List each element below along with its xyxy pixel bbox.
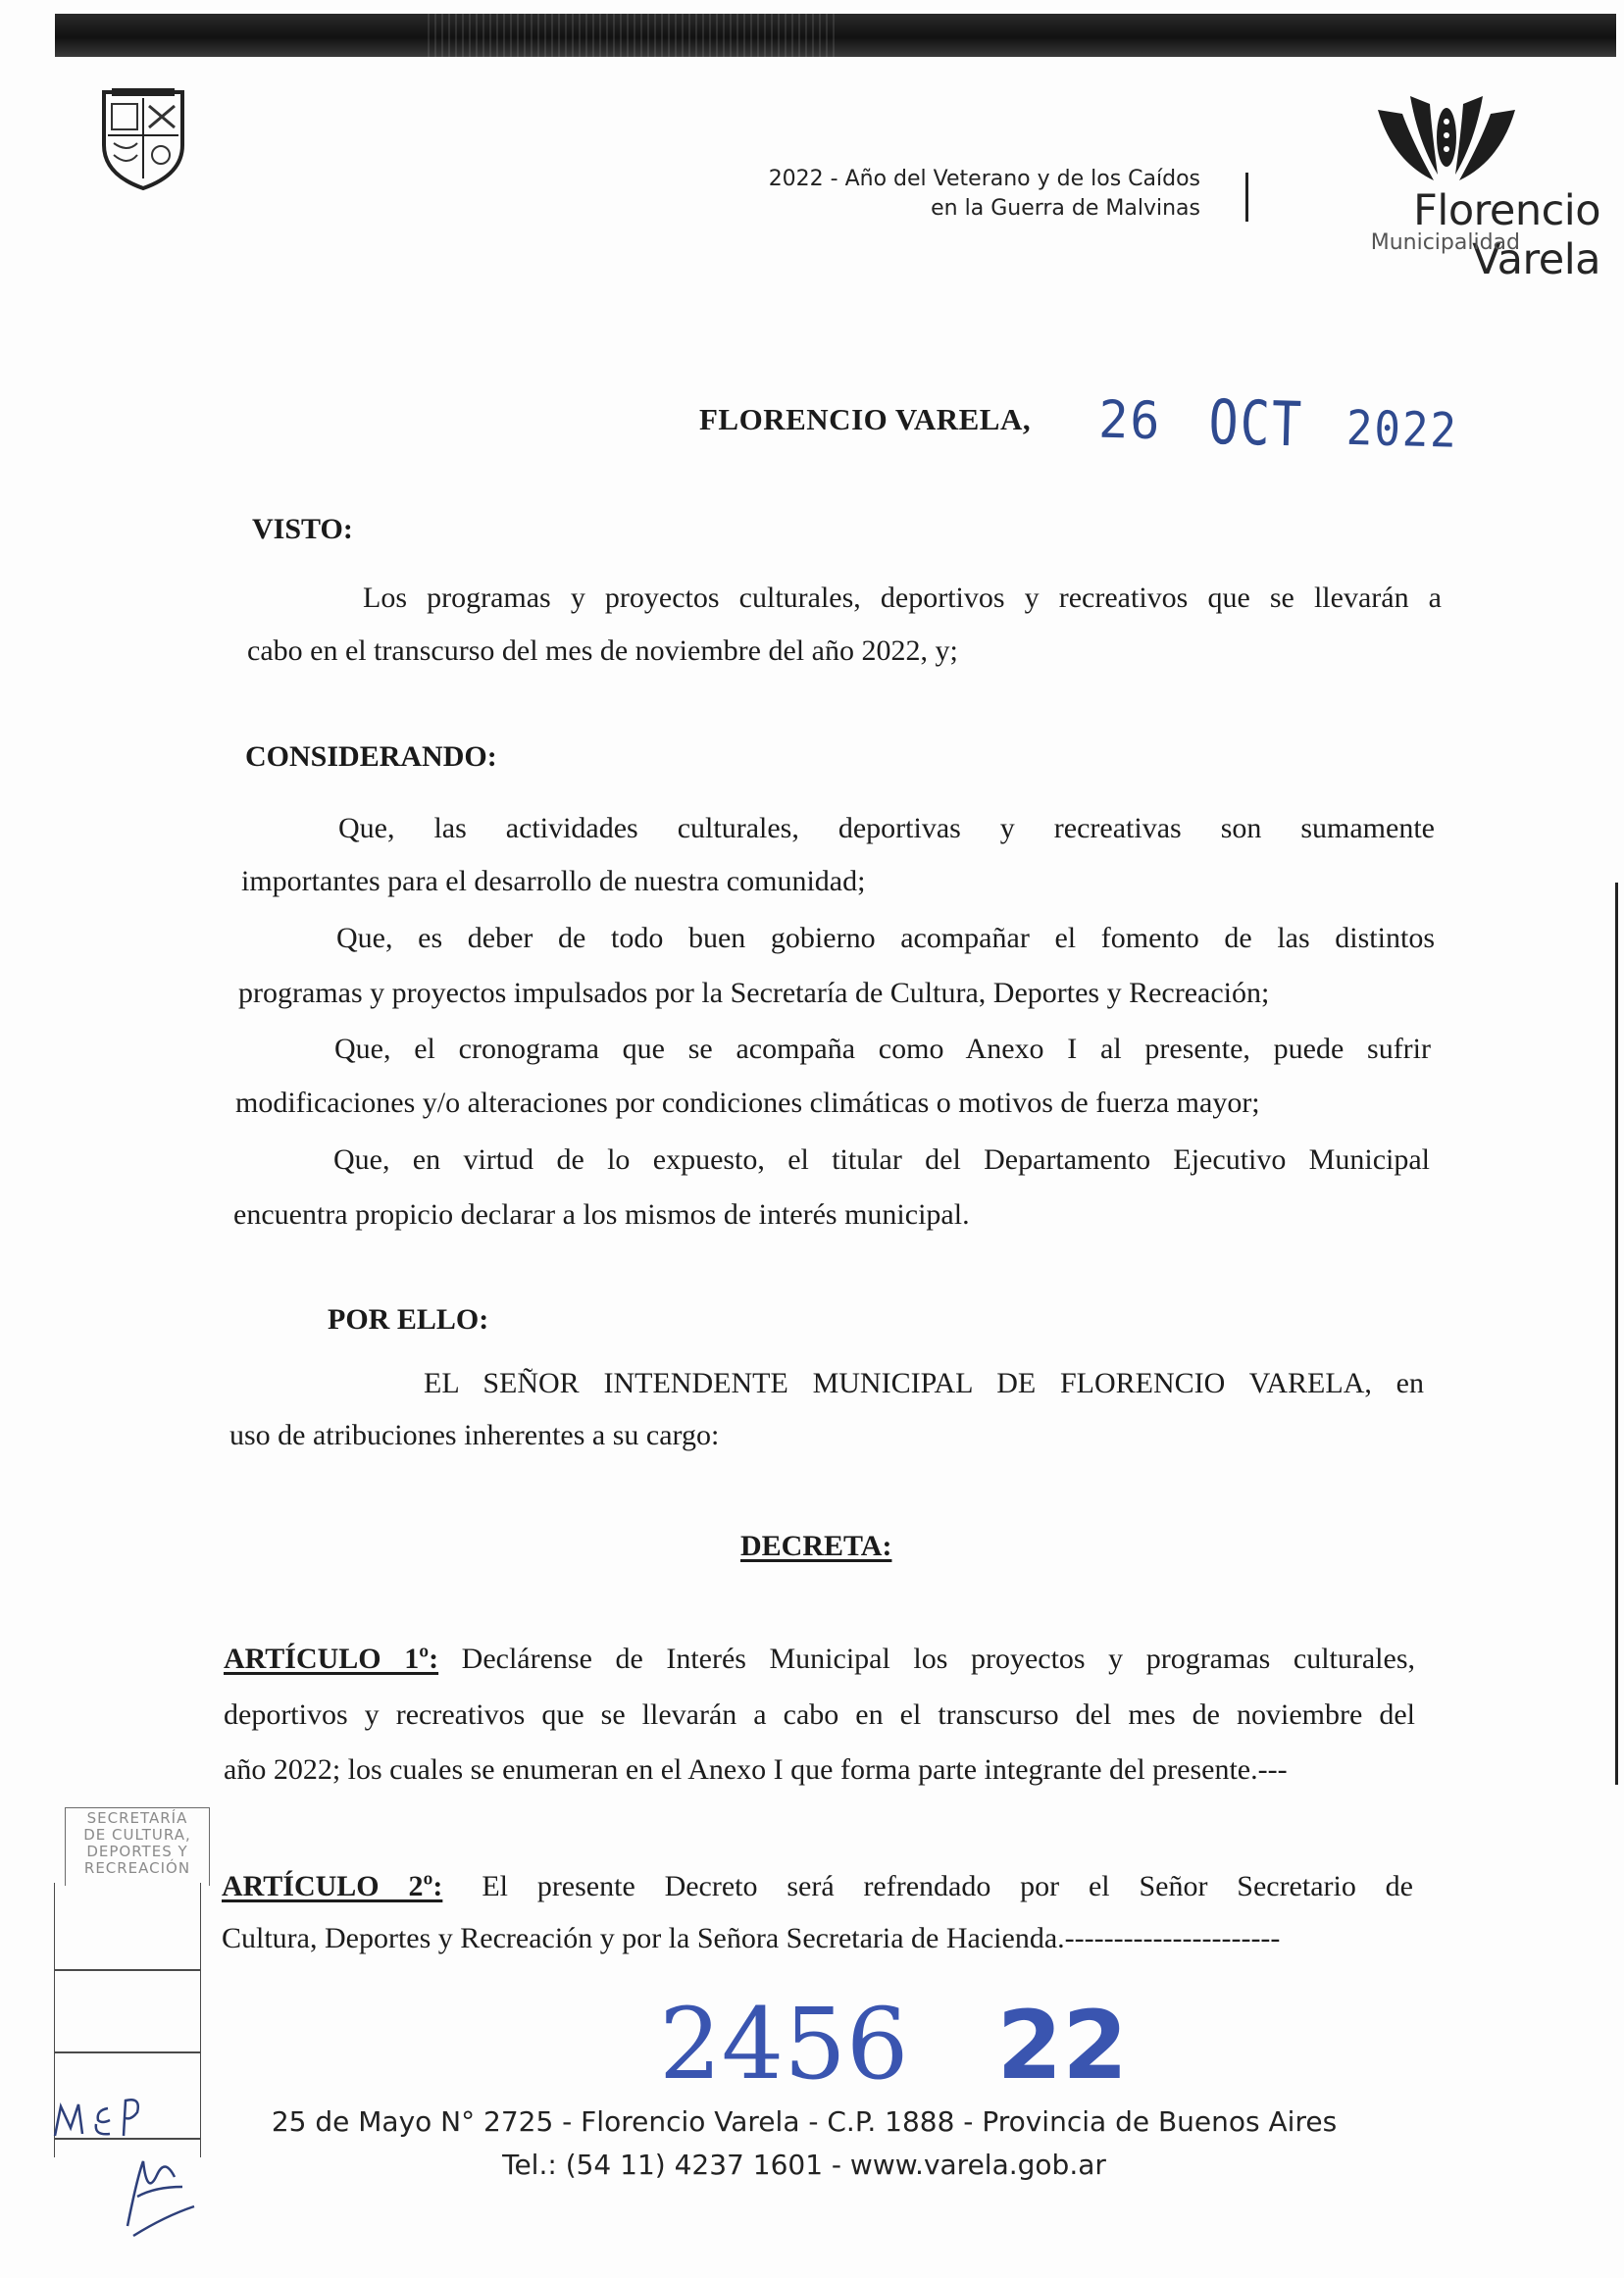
considerando-text-2: importantes para el desarrollo de nuestra comunidad; (241, 865, 866, 897)
considerando-p4a (333, 1134, 1430, 1187)
header-divider (1245, 173, 1248, 222)
articulo-2-label: ARTÍCULO 2º: (222, 1870, 443, 1902)
scanner-band (55, 14, 1616, 57)
header-motto (612, 165, 1200, 224)
initials-box-rule (55, 2051, 200, 2053)
considerando-p4b (233, 1189, 1410, 1241)
considerando-p3b (235, 1077, 1412, 1130)
por-ello-text-1: EL SEÑOR INTENDENTE MUNICIPAL DE FLORENCIO VARELA, en (424, 1367, 1424, 1399)
secretaria-stamp (65, 1807, 210, 1886)
date-stamp-month: OCT (1207, 386, 1304, 461)
por-ello-text-2: uso de atribuciones inherentes a su cargo: (229, 1419, 720, 1451)
decree-year: 22 (996, 1991, 1129, 2101)
considerando-text-4: programas y proyectos impulsados por la Secretaría de Cultura, Deportes y Recreación; (238, 977, 1270, 1009)
secretaria-stamp-line-2: DE CULTURA, (83, 1826, 191, 1844)
considerando-p3a (334, 1023, 1431, 1076)
footer-address: 25 de Mayo N° 2725 - Florencio Varela - C.P. 1888 - Provincia de Buenos Aires (271, 2105, 1338, 2138)
footer (196, 2101, 1412, 2187)
motto-line-1: 2022 - Año del Veterano y de los Caídos (768, 167, 1200, 191)
articulo-1-line-1 (224, 1633, 1415, 1686)
articulo-2-line-1 (222, 1860, 1413, 1913)
secretaria-stamp-line-3: DEPORTES Y (86, 1843, 188, 1860)
articulo-2-line-2 (222, 1912, 1413, 1965)
articulo-1-text-3: año 2022; los cuales se enumeran en el Anexo I que forma parte integrante del presente.--- (224, 1753, 1288, 1786)
considerando-text-1: Que, las actividades culturales, deportivas y recreativas son sumamente (338, 812, 1435, 844)
considerando-text-3: Que, es deber de todo buen gobierno acompañar el fomento de las distintos (336, 922, 1435, 954)
articulo-1-text-2: deportivos y recreativos que se llevarán a cabo en el transcurso del mes de noviembre del (224, 1698, 1415, 1731)
visto-line-2 (247, 625, 1326, 678)
decreta-heading: DECRETA: (740, 1530, 892, 1562)
visto-heading: VISTO: (252, 513, 353, 545)
considerando-p2a (336, 912, 1435, 965)
brand-subtitle: Municipalidad (1370, 230, 1520, 255)
considerando-text-6: modificaciones y/o alteraciones por condiciones climáticas o motivos de fuerza mayor; (235, 1087, 1260, 1119)
considerando-heading: CONSIDERANDO: (245, 740, 497, 773)
handwritten-initials-signature (47, 2059, 214, 2255)
articulo-1-text-1: Declárense de Interés Municipal los proyectos y programas culturales, (438, 1643, 1415, 1675)
date-stamp-day: 26 (1097, 389, 1163, 451)
decree-number-stamp (659, 1987, 1208, 2101)
articulo-2-text-2: Cultura, Deportes y Recreación y por la Señora Secretaria de Hacienda.---------------------- (222, 1922, 1281, 1954)
considerando-text-8: encuentra propicio declarar a los mismos de interés municipal. (233, 1198, 970, 1231)
articulo-2-text-1: El presente Decreto será refrendado por el Señor Secretario de (482, 1870, 1413, 1902)
motto-line-2: en la Guerra de Malvinas (931, 196, 1200, 221)
visto-text-1: Los programas y proyectos culturales, deportivos y recreativos que se llevarán a (363, 582, 1442, 614)
considerando-text-5: Que, el cronograma que se acompaña como Anexo I al presente, puede sufrir (334, 1033, 1431, 1065)
brand-name: Florencio Varela (1413, 186, 1600, 284)
coat-of-arms-icon (98, 84, 188, 192)
considerando-text-7: Que, en virtud de lo expuesto, el titular del Departamento Ejecutivo Municipal (333, 1143, 1430, 1176)
date-stamp (1097, 386, 1459, 475)
visto-line-1 (363, 572, 1442, 625)
considerando-p2b (238, 967, 1415, 1020)
decree-number: 2456 (659, 1987, 909, 2101)
por-ello-p1 (424, 1357, 1424, 1410)
secretaria-stamp-line-4: RECREACIÓN (83, 1859, 191, 1877)
secretaria-stamp-line-1: SECRETARÍA (86, 1809, 188, 1827)
initials-box-rule (55, 1969, 200, 1971)
articulo-1-line-2 (224, 1689, 1415, 1742)
por-ello-heading: POR ELLO: (328, 1303, 489, 1336)
considerando-p1b (241, 855, 1418, 908)
scan-edge-line (1615, 883, 1618, 1785)
footer-contact: Tel.: (54 11) 4237 1601 - www.varela.gob.ar (502, 2149, 1106, 2181)
articulo-1-label: ARTÍCULO 1º: (224, 1643, 439, 1675)
considerando-p1a (338, 802, 1435, 855)
florencio-varela-logo-icon (1373, 92, 1520, 190)
date-place: FLORENCIO VARELA, (699, 402, 1032, 436)
visto-text-2: cabo en el transcurso del mes de noviembre del año 2022, y; (247, 634, 958, 667)
por-ello-p2 (229, 1409, 1308, 1462)
date-stamp-year: 2022 (1345, 400, 1459, 459)
articulo-1-line-3 (224, 1744, 1415, 1797)
